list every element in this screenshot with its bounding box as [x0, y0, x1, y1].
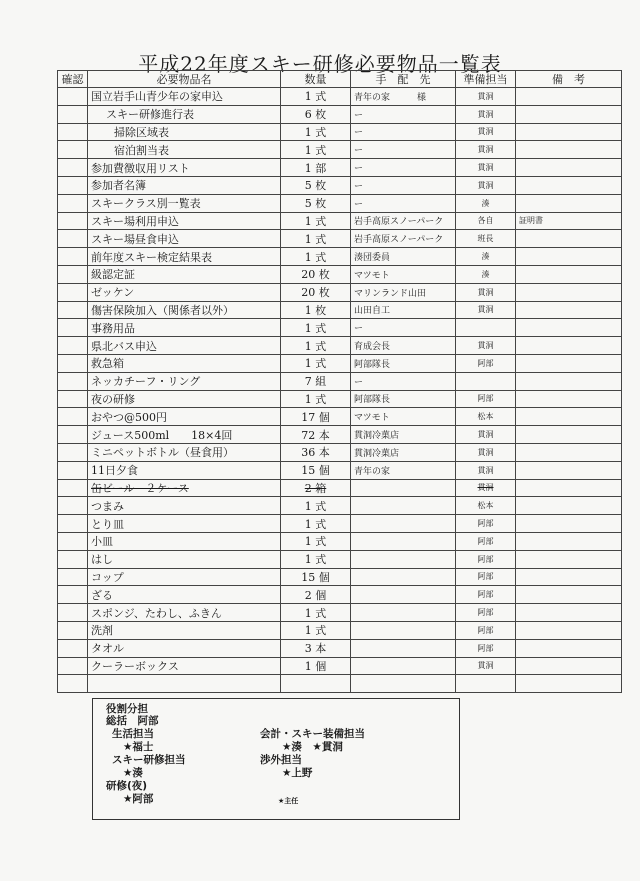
cell-qty: 5 枚: [281, 194, 351, 212]
cell-qty: 1 式: [281, 212, 351, 230]
cell-remarks: [516, 604, 622, 622]
cell-qty: 1 式: [281, 230, 351, 248]
cell-arranger: ー: [351, 372, 456, 390]
cell-prep: 阿部: [456, 639, 516, 657]
cell-qty: 1 式: [281, 141, 351, 159]
cell-check: [58, 568, 88, 586]
cell-prep: 貫洞: [456, 141, 516, 159]
cell-qty: 1 式: [281, 497, 351, 515]
cell-check: [58, 372, 88, 390]
cell-check: [58, 426, 88, 444]
table-row: [58, 337, 622, 355]
cell-remarks: [516, 408, 622, 426]
cell-qty: 1 枚: [281, 301, 351, 319]
cell-check: [58, 586, 88, 604]
cell-arranger: 岩手高原スノーパーク: [351, 212, 456, 230]
cell-arranger: ー: [351, 159, 456, 177]
cell-item: 県北バス申込: [88, 337, 281, 355]
cell-arranger: [351, 568, 456, 586]
cell-qty: 1 式: [281, 88, 351, 106]
cell-prep: 貫洞: [456, 443, 516, 461]
cell-check: [58, 176, 88, 194]
cell-prep: 阿部: [456, 621, 516, 639]
cell-arranger: ー: [351, 105, 456, 123]
cell-qty: 1 式: [281, 515, 351, 533]
cell-arranger: [351, 532, 456, 550]
cell-remarks: [516, 497, 622, 515]
cell-check: [58, 479, 88, 497]
cell-prep: 阿部: [456, 550, 516, 568]
cell-remarks: [516, 390, 622, 408]
table-row: [58, 105, 622, 123]
table-row: [58, 621, 622, 639]
table-row: [58, 639, 622, 657]
cell-item: 缶ビール ２ケース: [88, 479, 281, 497]
cell-prep: 貫洞: [456, 301, 516, 319]
cell-qty: 1 式: [281, 248, 351, 266]
cell-remarks: [516, 176, 622, 194]
cell-prep: 阿部: [456, 532, 516, 550]
cell-arranger: 青年の家 様: [351, 88, 456, 106]
table-row: [58, 550, 622, 568]
cell-remarks: [516, 372, 622, 390]
cell-check: [58, 515, 88, 533]
cell-arranger: [351, 657, 456, 675]
cell-remarks: [516, 105, 622, 123]
header-arranger: 手 配 先: [351, 71, 456, 88]
cell-arranger: 育成会長: [351, 337, 456, 355]
cell-arranger: [351, 497, 456, 515]
cell-prep: 貫洞: [456, 88, 516, 106]
cell-arranger: [351, 586, 456, 604]
cell-arranger: 貫洞冷菓店: [351, 443, 456, 461]
cell-check: [58, 230, 88, 248]
cell-item: スポンジ、たわし、ふきん: [88, 604, 281, 622]
cell-item: 夜の研修: [88, 390, 281, 408]
cell-remarks: [516, 550, 622, 568]
cell-item: ミニペットボトル（昼食用）: [88, 443, 281, 461]
table-row: [58, 497, 622, 515]
cell-item: 掃除区域表: [88, 123, 281, 141]
cell-remarks: [516, 283, 622, 301]
table-row: [58, 443, 622, 461]
cell-remarks: [516, 337, 622, 355]
cell-remarks: [516, 657, 622, 675]
items-table: [57, 70, 622, 693]
cell-check: [58, 354, 88, 372]
cell-qty: 1 式: [281, 319, 351, 337]
cell-check: [58, 639, 88, 657]
table-row: [58, 123, 622, 141]
cell-arranger: ー: [351, 194, 456, 212]
cell-arranger: ー: [351, 319, 456, 337]
cell-remarks: [516, 515, 622, 533]
cell-check: [58, 408, 88, 426]
table-row: [58, 372, 622, 390]
roles-acct-person: ★湊 ★貫洞: [282, 741, 343, 753]
cell-arranger: [351, 550, 456, 568]
cell-remarks: [516, 426, 622, 444]
cell-check: [58, 319, 88, 337]
cell-prep: 湊: [456, 248, 516, 266]
table-row: [58, 265, 622, 283]
cell-qty: 1 式: [281, 550, 351, 568]
cell-item: [88, 675, 281, 693]
cell-remarks: [516, 675, 622, 693]
table-row: [58, 604, 622, 622]
table-row: [58, 141, 622, 159]
table-row: [58, 586, 622, 604]
cell-arranger: 湊団委員: [351, 248, 456, 266]
cell-remarks: [516, 123, 622, 141]
cell-prep: 湊: [456, 194, 516, 212]
cell-qty: 7 組: [281, 372, 351, 390]
table-row: [58, 408, 622, 426]
roles-heading: 役割分担: [106, 703, 148, 715]
cell-remarks: [516, 639, 622, 657]
cell-remarks: [516, 141, 622, 159]
cell-qty: 20 枚: [281, 265, 351, 283]
cell-item: 小皿: [88, 532, 281, 550]
cell-item: 国立岩手山青少年の家申込: [88, 88, 281, 106]
cell-arranger: マツモト: [351, 408, 456, 426]
cell-qty: 1 式: [281, 390, 351, 408]
header-remarks: 備 考: [516, 71, 622, 88]
cell-prep: 阿部: [456, 390, 516, 408]
cell-prep: 阿部: [456, 568, 516, 586]
cell-prep: 各自: [456, 212, 516, 230]
cell-prep: 貫洞: [456, 337, 516, 355]
cell-arranger: [351, 515, 456, 533]
cell-prep: 貫洞: [456, 657, 516, 675]
cell-check: [58, 88, 88, 106]
page-title: 平成22年度スキー研修必要物品一覧表: [138, 52, 502, 76]
cell-remarks: [516, 443, 622, 461]
table-row: [58, 479, 622, 497]
roles-night-label: 研修(夜): [106, 780, 148, 792]
cell-item: 参加費徴収用リスト: [88, 159, 281, 177]
table-row: [58, 675, 622, 693]
cell-qty: 15 個: [281, 461, 351, 479]
cell-check: [58, 497, 88, 515]
cell-arranger: [351, 639, 456, 657]
cell-remarks: [516, 461, 622, 479]
cell-item: タオル: [88, 639, 281, 657]
cell-remarks: [516, 159, 622, 177]
roles-ski-label: スキー研修担当: [112, 754, 186, 766]
cell-item: 救急箱: [88, 354, 281, 372]
cell-prep: 阿部: [456, 515, 516, 533]
cell-arranger: 青年の家: [351, 461, 456, 479]
cell-item: 級認定証: [88, 265, 281, 283]
cell-arranger: ー: [351, 176, 456, 194]
cell-item: ネッカチーフ・リング: [88, 372, 281, 390]
table-row: [58, 176, 622, 194]
cell-remarks: [516, 319, 622, 337]
cell-remarks: [516, 479, 622, 497]
header-item: 必要物品名: [88, 71, 281, 88]
cell-check: [58, 283, 88, 301]
cell-item: ジュース500ml 18×4回: [88, 426, 281, 444]
cell-prep: 貫洞: [456, 479, 516, 497]
cell-qty: 6 枚: [281, 105, 351, 123]
cell-arranger: [351, 604, 456, 622]
cell-item: スキークラス別一覧表: [88, 194, 281, 212]
cell-remarks: [516, 230, 622, 248]
roles-life-person: ★福士: [123, 741, 154, 753]
cell-arranger: [351, 675, 456, 693]
cell-qty: 5 枚: [281, 176, 351, 194]
cell-remarks: [516, 248, 622, 266]
cell-prep: 阿部: [456, 586, 516, 604]
header-prep: 準備担当: [456, 71, 516, 88]
cell-arranger: 阿部隊長: [351, 390, 456, 408]
cell-check: [58, 390, 88, 408]
cell-remarks: [516, 354, 622, 372]
table-row: [58, 248, 622, 266]
table-row: [58, 568, 622, 586]
cell-item: ざる: [88, 586, 281, 604]
cell-arranger: マツモト: [351, 265, 456, 283]
cell-item: はし: [88, 550, 281, 568]
cell-check: [58, 159, 88, 177]
cell-check: [58, 621, 88, 639]
table-row: [58, 88, 622, 106]
cell-arranger: [351, 479, 456, 497]
cell-prep: 湊: [456, 265, 516, 283]
table-row: [58, 532, 622, 550]
cell-arranger: マリンランド山田: [351, 283, 456, 301]
cell-remarks: [516, 194, 622, 212]
cell-check: [58, 105, 88, 123]
cell-qty: 36 本: [281, 443, 351, 461]
cell-qty: 1 式: [281, 337, 351, 355]
cell-check: [58, 337, 88, 355]
cell-check: [58, 123, 88, 141]
table-row: [58, 426, 622, 444]
table-row: [58, 390, 622, 408]
table-row: [58, 194, 622, 212]
cell-prep: 松本: [456, 497, 516, 515]
cell-prep: [456, 372, 516, 390]
cell-remarks: [516, 301, 622, 319]
cell-prep: 松本: [456, 408, 516, 426]
cell-item: 宿泊割当表: [88, 141, 281, 159]
cell-qty: [281, 675, 351, 693]
cell-item: クーラーボックス: [88, 657, 281, 675]
roles-overall: 総括 阿部: [106, 715, 159, 727]
cell-prep: [456, 319, 516, 337]
cell-arranger: [351, 621, 456, 639]
cell-check: [58, 194, 88, 212]
cell-check: [58, 675, 88, 693]
cell-qty: 1 部: [281, 159, 351, 177]
cell-qty: 72 本: [281, 426, 351, 444]
cell-qty: 2 箱: [281, 479, 351, 497]
cell-check: [58, 550, 88, 568]
cell-check: [58, 301, 88, 319]
cell-prep: [456, 675, 516, 693]
cell-prep: 貫洞: [456, 123, 516, 141]
cell-check: [58, 461, 88, 479]
roles-night-person: ★阿部: [123, 793, 154, 805]
cell-qty: 1 式: [281, 354, 351, 372]
cell-remarks: [516, 532, 622, 550]
cell-arranger: 山田自工: [351, 301, 456, 319]
cell-prep: 貫洞: [456, 176, 516, 194]
cell-item: スキー場利用申込: [88, 212, 281, 230]
cell-item: とり皿: [88, 515, 281, 533]
cell-item: 参加者名簿: [88, 176, 281, 194]
cell-qty: 1 式: [281, 621, 351, 639]
cell-check: [58, 265, 88, 283]
cell-qty: 3 本: [281, 639, 351, 657]
roles-ext-label: 渉外担当: [260, 754, 302, 766]
cell-item: 事務用品: [88, 319, 281, 337]
cell-item: おやつ@500円: [88, 408, 281, 426]
cell-remarks: [516, 621, 622, 639]
cell-remarks: [516, 568, 622, 586]
cell-item: 前年度スキー検定結果表: [88, 248, 281, 266]
cell-item: つまみ: [88, 497, 281, 515]
cell-item: 11日夕食: [88, 461, 281, 479]
cell-item: コップ: [88, 568, 281, 586]
cell-item: スキー研修進行表: [88, 105, 281, 123]
cell-prep: 貫洞: [456, 283, 516, 301]
cell-qty: 1 個: [281, 657, 351, 675]
table-row: [58, 657, 622, 675]
cell-check: [58, 141, 88, 159]
cell-remarks: [516, 586, 622, 604]
cell-check: [58, 657, 88, 675]
cell-check: [58, 443, 88, 461]
table-row: [58, 159, 622, 177]
table-row: [58, 230, 622, 248]
table-row: [58, 354, 622, 372]
cell-arranger: ー: [351, 123, 456, 141]
roles-life-label: 生活担当: [112, 728, 154, 740]
cell-qty: 1 式: [281, 604, 351, 622]
cell-item: ゼッケン: [88, 283, 281, 301]
cell-check: [58, 532, 88, 550]
table-row: [58, 212, 622, 230]
cell-arranger: 岩手高原スノーパーク: [351, 230, 456, 248]
cell-arranger: ー: [351, 141, 456, 159]
cell-qty: 1 式: [281, 532, 351, 550]
cell-check: [58, 248, 88, 266]
cell-prep: 阿部: [456, 604, 516, 622]
cell-remarks: 証明書: [516, 212, 622, 230]
cell-arranger: 阿部隊長: [351, 354, 456, 372]
roles-legend: ★主任: [278, 797, 299, 805]
header-check: 確認: [58, 71, 88, 88]
cell-item: 傷害保険加入（関係者以外）: [88, 301, 281, 319]
cell-qty: 2 個: [281, 586, 351, 604]
roles-ext-person: ★上野: [282, 767, 313, 779]
header-row: [58, 71, 622, 88]
header-qty: 数量: [281, 71, 351, 88]
cell-prep: 貫洞: [456, 105, 516, 123]
cell-remarks: [516, 265, 622, 283]
roles-box: [92, 698, 460, 820]
cell-item: スキー場昼食申込: [88, 230, 281, 248]
table-row: [58, 461, 622, 479]
cell-item: 洗剤: [88, 621, 281, 639]
cell-arranger: 貫洞冷菓店: [351, 426, 456, 444]
table-row: [58, 319, 622, 337]
roles-ski-person: ★湊: [123, 767, 143, 779]
cell-check: [58, 604, 88, 622]
table-row: [58, 301, 622, 319]
cell-qty: 20 枚: [281, 283, 351, 301]
cell-remarks: [516, 88, 622, 106]
cell-qty: 1 式: [281, 123, 351, 141]
cell-prep: 貫洞: [456, 426, 516, 444]
cell-prep: 班長: [456, 230, 516, 248]
roles-acct-label: 会計・スキー装備担当: [260, 728, 365, 740]
cell-prep: 阿部: [456, 354, 516, 372]
table-row: [58, 515, 622, 533]
cell-qty: 17 個: [281, 408, 351, 426]
cell-check: [58, 212, 88, 230]
cell-prep: 貫洞: [456, 461, 516, 479]
cell-prep: 貫洞: [456, 159, 516, 177]
table-row: [58, 283, 622, 301]
cell-qty: 15 個: [281, 568, 351, 586]
